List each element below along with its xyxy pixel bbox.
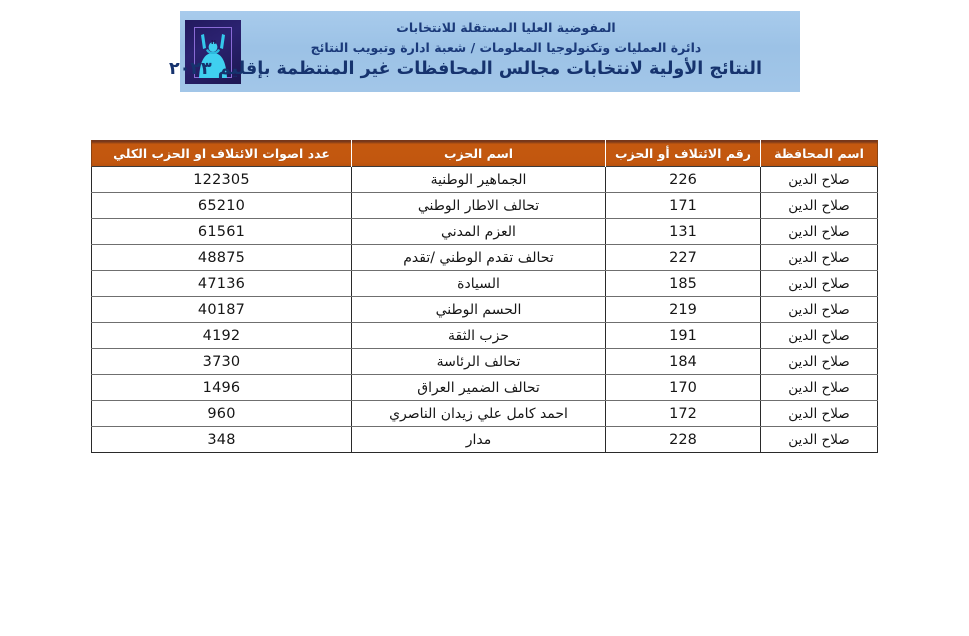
cell-votes: 40187 (92, 297, 352, 323)
cell-governorate: صلاح الدين (761, 245, 878, 271)
cell-party: احمد كامل علي زيدان الناصري (352, 401, 606, 427)
table-row (92, 193, 878, 219)
cell-governorate: صلاح الدين (761, 323, 878, 349)
cell-party: الحسم الوطني (352, 297, 606, 323)
cell-party: تحالف الاطار الوطني (352, 193, 606, 219)
cell-number: 227 (606, 245, 761, 271)
cell-number: 171 (606, 193, 761, 219)
cell-governorate: صلاح الدين (761, 297, 878, 323)
cell-number: 170 (606, 375, 761, 401)
cell-number: 191 (606, 323, 761, 349)
cell-governorate: صلاح الدين (761, 427, 878, 453)
cell-number: 185 (606, 271, 761, 297)
table-row (92, 323, 878, 349)
table-row (92, 167, 878, 193)
cell-governorate: صلاح الدين (761, 349, 878, 375)
cell-votes: 122305 (92, 167, 352, 193)
cell-number: 219 (606, 297, 761, 323)
table-row (92, 401, 878, 427)
cell-number: 226 (606, 167, 761, 193)
column-header-party: اسم الحزب (352, 140, 606, 167)
table-row (92, 219, 878, 245)
cell-votes: 1496 (92, 375, 352, 401)
header-banner (168, 11, 800, 92)
column-header-governorate: اسم المحافظة (761, 140, 878, 167)
cell-party: تحالف الضمير العراق (352, 375, 606, 401)
results-table-container (92, 140, 878, 453)
table-row (92, 427, 878, 453)
table-row (92, 245, 878, 271)
cell-party: حزب الثقة (352, 323, 606, 349)
column-header-votes: عدد اصوات الائتلاف او الحزب الكلي (92, 140, 352, 167)
cell-number: 131 (606, 219, 761, 245)
cell-governorate: صلاح الدين (761, 401, 878, 427)
cell-number: 184 (606, 349, 761, 375)
header-line-department: دائرة العمليات وتكنولوجيا المعلومات / شعبة ادارة وتبويب النتائج (310, 39, 702, 55)
cell-votes: 960 (92, 401, 352, 427)
cell-governorate: صلاح الدين (761, 271, 878, 297)
header-line-commission: المفوضية العليا المستقلة للانتخابات (396, 20, 616, 35)
column-header-number: رقم الائتلاف أو الحزب (606, 140, 761, 167)
table-row (92, 375, 878, 401)
cell-votes: 3730 (92, 349, 352, 375)
cell-party: مدار (352, 427, 606, 453)
cell-votes: 48875 (92, 245, 352, 271)
cell-governorate: صلاح الدين (761, 193, 878, 219)
table-row (92, 349, 878, 375)
table-header-row (92, 140, 878, 167)
cell-votes: 47136 (92, 271, 352, 297)
cell-votes: 4192 (92, 323, 352, 349)
cell-votes: 61561 (92, 219, 352, 245)
cell-party: العزم المدني (352, 219, 606, 245)
table-row (92, 271, 878, 297)
results-table (91, 140, 878, 453)
cell-party: تحالف تقدم الوطني /تقدم (352, 245, 606, 271)
cell-votes: 348 (92, 427, 352, 453)
cell-governorate: صلاح الدين (761, 219, 878, 245)
table-header (92, 140, 878, 167)
cell-party: السيادة (352, 271, 606, 297)
table-row (92, 297, 878, 323)
cell-number: 172 (606, 401, 761, 427)
cell-party: تحالف الرئاسة (352, 349, 606, 375)
table-body (92, 167, 878, 453)
cell-party: الجماهير الوطنية (352, 167, 606, 193)
cell-number: 228 (606, 427, 761, 453)
cell-votes: 65210 (92, 193, 352, 219)
cell-governorate: صلاح الدين (761, 167, 878, 193)
header-text-block (168, 17, 762, 81)
header-line-title: النتائج الأولية لانتخابات مجالس المحافظات غير المنتظمة بإقليم ٢٠٢٣ (168, 59, 762, 80)
cell-governorate: صلاح الدين (761, 375, 878, 401)
